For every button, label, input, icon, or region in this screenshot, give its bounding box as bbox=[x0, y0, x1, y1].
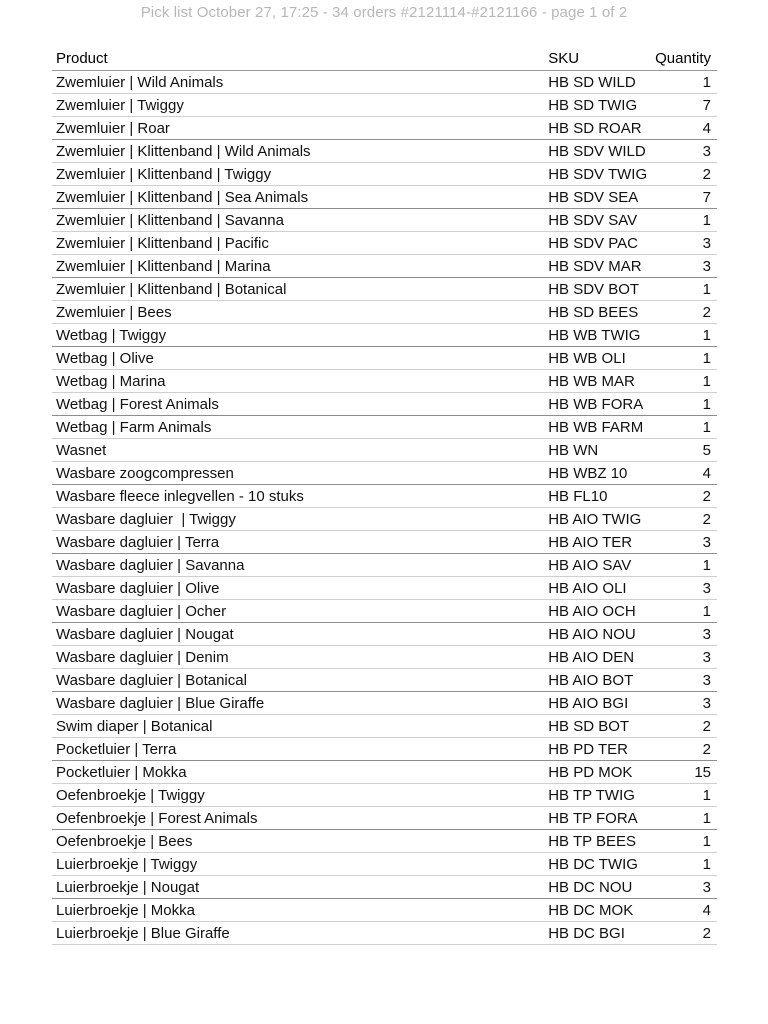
sku-cell: HB SDV TWIG bbox=[544, 163, 651, 186]
sku-cell: HB SD BOT bbox=[544, 715, 651, 738]
table-row bbox=[52, 209, 717, 232]
table-row bbox=[52, 899, 717, 922]
sku-cell: HB AIO DEN bbox=[544, 646, 651, 669]
column-header-quantity: Quantity bbox=[651, 47, 717, 71]
sku-cell: HB TP BEES bbox=[544, 830, 651, 853]
table-row bbox=[52, 876, 717, 899]
quantity-cell: 4 bbox=[651, 117, 717, 140]
quantity-cell: 1 bbox=[651, 784, 717, 807]
quantity-cell: 3 bbox=[651, 692, 717, 715]
column-header-product: Product bbox=[52, 47, 544, 71]
sku-cell: HB SDV PAC bbox=[544, 232, 651, 255]
table-row bbox=[52, 278, 717, 301]
quantity-cell: 1 bbox=[651, 71, 717, 94]
table-row bbox=[52, 715, 717, 738]
table-row bbox=[52, 393, 717, 416]
product-cell: Swim diaper | Botanical bbox=[52, 715, 544, 738]
table-row bbox=[52, 117, 717, 140]
table-row bbox=[52, 370, 717, 393]
quantity-cell: 1 bbox=[651, 416, 717, 439]
table-row bbox=[52, 416, 717, 439]
sku-cell: HB WB FORA bbox=[544, 393, 651, 416]
quantity-cell: 7 bbox=[651, 94, 717, 117]
sku-cell: HB SDV BOT bbox=[544, 278, 651, 301]
quantity-cell: 1 bbox=[651, 853, 717, 876]
product-cell: Zwemluier | Klittenband | Pacific bbox=[52, 232, 544, 255]
product-cell: Wetbag | Farm Animals bbox=[52, 416, 544, 439]
sku-cell: HB WB FARM bbox=[544, 416, 651, 439]
table-row bbox=[52, 577, 717, 600]
sku-cell: HB DC MOK bbox=[544, 899, 651, 922]
quantity-cell: 1 bbox=[651, 324, 717, 347]
product-cell: Wasbare zoogcompressen bbox=[52, 462, 544, 485]
product-cell: Zwemluier | Klittenband | Marina bbox=[52, 255, 544, 278]
table-row bbox=[52, 692, 717, 715]
product-cell: Wasbare dagluier | Olive bbox=[52, 577, 544, 600]
quantity-cell: 3 bbox=[651, 577, 717, 600]
sku-cell: HB AIO SAV bbox=[544, 554, 651, 577]
quantity-cell: 1 bbox=[651, 209, 717, 232]
product-cell: Wasnet bbox=[52, 439, 544, 462]
table-row bbox=[52, 922, 717, 945]
quantity-cell: 1 bbox=[651, 347, 717, 370]
table-row bbox=[52, 646, 717, 669]
quantity-cell: 2 bbox=[651, 163, 717, 186]
product-cell: Zwemluier | Bees bbox=[52, 301, 544, 324]
quantity-cell: 4 bbox=[651, 462, 717, 485]
quantity-cell: 7 bbox=[651, 186, 717, 209]
product-cell: Wasbare dagluier | Ocher bbox=[52, 600, 544, 623]
quantity-cell: 15 bbox=[651, 761, 717, 784]
quantity-cell: 3 bbox=[651, 140, 717, 163]
product-cell: Zwemluier | Klittenband | Savanna bbox=[52, 209, 544, 232]
sku-cell: HB SD TWIG bbox=[544, 94, 651, 117]
table-row bbox=[52, 462, 717, 485]
sku-cell: HB WB MAR bbox=[544, 370, 651, 393]
table-row bbox=[52, 485, 717, 508]
sku-cell: HB TP TWIG bbox=[544, 784, 651, 807]
table-body bbox=[52, 71, 717, 945]
quantity-cell: 2 bbox=[651, 922, 717, 945]
quantity-cell: 3 bbox=[651, 876, 717, 899]
product-cell: Zwemluier | Roar bbox=[52, 117, 544, 140]
quantity-cell: 1 bbox=[651, 554, 717, 577]
product-cell: Zwemluier | Wild Animals bbox=[52, 71, 544, 94]
product-cell: Wasbare dagluier | Blue Giraffe bbox=[52, 692, 544, 715]
table-row bbox=[52, 784, 717, 807]
sku-cell: HB SDV WILD bbox=[544, 140, 651, 163]
quantity-cell: 5 bbox=[651, 439, 717, 462]
product-cell: Wasbare dagluier | Nougat bbox=[52, 623, 544, 646]
table-row bbox=[52, 232, 717, 255]
sku-cell: HB SDV SAV bbox=[544, 209, 651, 232]
table-row bbox=[52, 324, 717, 347]
sku-cell: HB SD ROAR bbox=[544, 117, 651, 140]
quantity-cell: 1 bbox=[651, 807, 717, 830]
table-row bbox=[52, 163, 717, 186]
product-cell: Luierbroekje | Blue Giraffe bbox=[52, 922, 544, 945]
sku-cell: HB WN bbox=[544, 439, 651, 462]
product-cell: Oefenbroekje | Forest Animals bbox=[52, 807, 544, 830]
product-cell: Wetbag | Marina bbox=[52, 370, 544, 393]
quantity-cell: 3 bbox=[651, 669, 717, 692]
quantity-cell: 3 bbox=[651, 646, 717, 669]
quantity-cell: 4 bbox=[651, 899, 717, 922]
quantity-cell: 1 bbox=[651, 600, 717, 623]
table-row bbox=[52, 255, 717, 278]
sku-cell: HB DC NOU bbox=[544, 876, 651, 899]
table-row bbox=[52, 140, 717, 163]
sku-cell: HB SD BEES bbox=[544, 301, 651, 324]
table-row bbox=[52, 830, 717, 853]
sku-cell: HB FL10 bbox=[544, 485, 651, 508]
sku-cell: HB AIO BOT bbox=[544, 669, 651, 692]
table-row bbox=[52, 761, 717, 784]
sku-cell: HB WBZ 10 bbox=[544, 462, 651, 485]
sku-cell: HB WB OLI bbox=[544, 347, 651, 370]
quantity-cell: 2 bbox=[651, 715, 717, 738]
product-cell: Wasbare dagluier | Savanna bbox=[52, 554, 544, 577]
table-row bbox=[52, 738, 717, 761]
product-cell: Zwemluier | Klittenband | Sea Animals bbox=[52, 186, 544, 209]
quantity-cell: 3 bbox=[651, 255, 717, 278]
table-header-row bbox=[52, 47, 717, 71]
product-cell: Wasbare fleece inlegvellen - 10 stuks bbox=[52, 485, 544, 508]
sku-cell: HB DC BGI bbox=[544, 922, 651, 945]
quantity-cell: 1 bbox=[651, 830, 717, 853]
table-row bbox=[52, 71, 717, 94]
product-cell: Wetbag | Twiggy bbox=[52, 324, 544, 347]
product-cell: Pocketluier | Mokka bbox=[52, 761, 544, 784]
quantity-cell: 3 bbox=[651, 623, 717, 646]
quantity-cell: 1 bbox=[651, 370, 717, 393]
quantity-cell: 3 bbox=[651, 232, 717, 255]
product-cell: Wasbare dagluier | Terra bbox=[52, 531, 544, 554]
sku-cell: HB AIO BGI bbox=[544, 692, 651, 715]
sku-cell: HB SD WILD bbox=[544, 71, 651, 94]
product-cell: Wasbare dagluier | Botanical bbox=[52, 669, 544, 692]
product-cell: Oefenbroekje | Bees bbox=[52, 830, 544, 853]
table-row bbox=[52, 669, 717, 692]
sku-cell: HB AIO TWIG bbox=[544, 508, 651, 531]
product-cell: Zwemluier | Klittenband | Botanical bbox=[52, 278, 544, 301]
sku-cell: HB WB TWIG bbox=[544, 324, 651, 347]
sku-cell: HB AIO TER bbox=[544, 531, 651, 554]
product-cell: Luierbroekje | Nougat bbox=[52, 876, 544, 899]
column-header-sku: SKU bbox=[544, 47, 651, 71]
product-cell: Zwemluier | Klittenband | Wild Animals bbox=[52, 140, 544, 163]
sku-cell: HB AIO OLI bbox=[544, 577, 651, 600]
table-row bbox=[52, 94, 717, 117]
table-row bbox=[52, 531, 717, 554]
table-row bbox=[52, 554, 717, 577]
quantity-cell: 2 bbox=[651, 738, 717, 761]
sku-cell: HB PD MOK bbox=[544, 761, 651, 784]
quantity-cell: 2 bbox=[651, 301, 717, 324]
product-cell: Luierbroekje | Mokka bbox=[52, 899, 544, 922]
pick-list-table bbox=[52, 47, 717, 945]
product-cell: Oefenbroekje | Twiggy bbox=[52, 784, 544, 807]
product-cell: Zwemluier | Twiggy bbox=[52, 94, 544, 117]
table-row bbox=[52, 807, 717, 830]
table-row bbox=[52, 508, 717, 531]
sku-cell: HB SDV SEA bbox=[544, 186, 651, 209]
quantity-cell: 1 bbox=[651, 278, 717, 301]
sku-cell: HB AIO NOU bbox=[544, 623, 651, 646]
product-cell: Wasbare dagluier | Denim bbox=[52, 646, 544, 669]
product-cell: Wasbare dagluier | Twiggy bbox=[52, 508, 544, 531]
table-row bbox=[52, 347, 717, 370]
sku-cell: HB DC TWIG bbox=[544, 853, 651, 876]
sku-cell: HB SDV MAR bbox=[544, 255, 651, 278]
product-cell: Wetbag | Forest Animals bbox=[52, 393, 544, 416]
table-row bbox=[52, 623, 717, 646]
product-cell: Pocketluier | Terra bbox=[52, 738, 544, 761]
sku-cell: HB PD TER bbox=[544, 738, 651, 761]
quantity-cell: 1 bbox=[651, 393, 717, 416]
product-cell: Luierbroekje | Twiggy bbox=[52, 853, 544, 876]
product-cell: Wetbag | Olive bbox=[52, 347, 544, 370]
table-row bbox=[52, 186, 717, 209]
quantity-cell: 3 bbox=[651, 531, 717, 554]
table-row bbox=[52, 439, 717, 462]
page-header: Pick list October 27, 17:25 - 34 orders #2121114-#2121166 - page 1 of 2 bbox=[140, 4, 628, 21]
table-row bbox=[52, 600, 717, 623]
sku-cell: HB TP FORA bbox=[544, 807, 651, 830]
product-cell: Zwemluier | Klittenband | Twiggy bbox=[52, 163, 544, 186]
sku-cell: HB AIO OCH bbox=[544, 600, 651, 623]
table-row bbox=[52, 853, 717, 876]
quantity-cell: 2 bbox=[651, 485, 717, 508]
table-row bbox=[52, 301, 717, 324]
quantity-cell: 2 bbox=[651, 508, 717, 531]
